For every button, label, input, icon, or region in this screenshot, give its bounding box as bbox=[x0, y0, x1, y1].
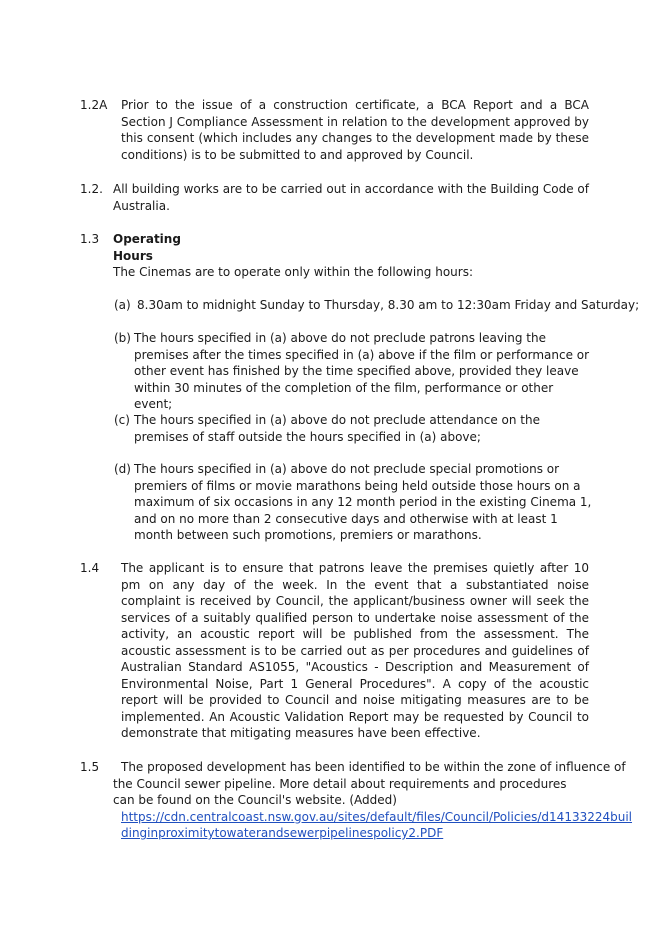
policy-link-line-1: https://cdn.centralcoast.nsw.gov.au/sites/default/files/Council/Policies/d14133224buil bbox=[121, 809, 633, 824]
list-item-text: The hours specified in (a) above do not preclude patrons leaving the premises after the times specified in (a) above if the film or performance or other event has finished by the time specified above, provided they leave within 30 minutes of the completion of the film, performance or other event; bbox=[134, 331, 590, 411]
list-item-text: The hours specified in (a) above do not preclude attendance on the premises of staff outside the hours specified in (a) above; bbox=[134, 413, 540, 444]
clause-text-first-line: The proposed development has been identified to be within the zone of influence of bbox=[121, 760, 626, 774]
clause-title: Operating Hours bbox=[113, 232, 181, 263]
clause-number: 1.3 bbox=[80, 232, 100, 246]
list-item-label: (d) bbox=[114, 462, 131, 476]
list-item-text: The hours specified in (a) above do not preclude special promotions or premiers of films or movie marathons being held outside those hours on a maximum of six occasions in any 12 month period in the existing Cinema 1, and on no more than 2 consecutive days and otherwise with at least 1 month between such promotions, premiers or marathons. bbox=[134, 462, 592, 542]
clause-number: 1.5 bbox=[80, 760, 100, 774]
clause-number: 1.2A bbox=[80, 98, 108, 112]
list-item-label: (c) bbox=[114, 413, 130, 427]
clause-text: the Council sewer pipeline. More detail about requirements and procedures can be found on the Council's website. (Added) bbox=[113, 776, 567, 807]
clause-text: All building works are to be carried out in accordance with the Building Code of Australia. bbox=[113, 182, 589, 213]
list-item-label: (b) bbox=[114, 331, 131, 345]
policy-link[interactable] bbox=[121, 809, 632, 842]
clause-number: 1.4 bbox=[80, 561, 100, 575]
clause-text: The applicant is to ensure that patrons leave the premises quietly after 10 pm on any day of the week. In the event that a substantiated noise complaint is received by Council, the applicant/business owner will seek the services of a suitably qualified person to undertake noise assessment of the activity, an acoustic report will be published from the assessment. The acoustic assessment is to be carried out as per procedures and guidelines of Australian Standard AS1055, "Acoustics - Description and Measurement of Environmental Noise, Part 1 General Procedures". A copy of the acoustic report will be provided to Council and noise mitigating measures are to be implemented. An Acoustic Validation Report may be requested by Council to demonstrate that mitigating measures have been effective. bbox=[121, 561, 589, 740]
clause-text: Prior to the issue of a construction certificate, a BCA Report and a BCA Section J Compliance Assessment in relation to the development approved by this consent (which includes any changes to the development made by these conditions) is to be submitted to and approved by Council. bbox=[121, 98, 589, 162]
list-item-label: (a) bbox=[114, 298, 131, 312]
clause-intro: The Cinemas are to operate only within the following hours: bbox=[113, 265, 474, 279]
clause-number: 1.2. bbox=[80, 182, 103, 196]
list-item-text: 8.30am to midnight Sunday to Thursday, 8.30 am to 12:30am Friday and Saturday; bbox=[137, 298, 640, 312]
policy-link-line-2: dinginproximitytowaterandsewerpipelinespolicy2.PDF bbox=[121, 826, 444, 840]
